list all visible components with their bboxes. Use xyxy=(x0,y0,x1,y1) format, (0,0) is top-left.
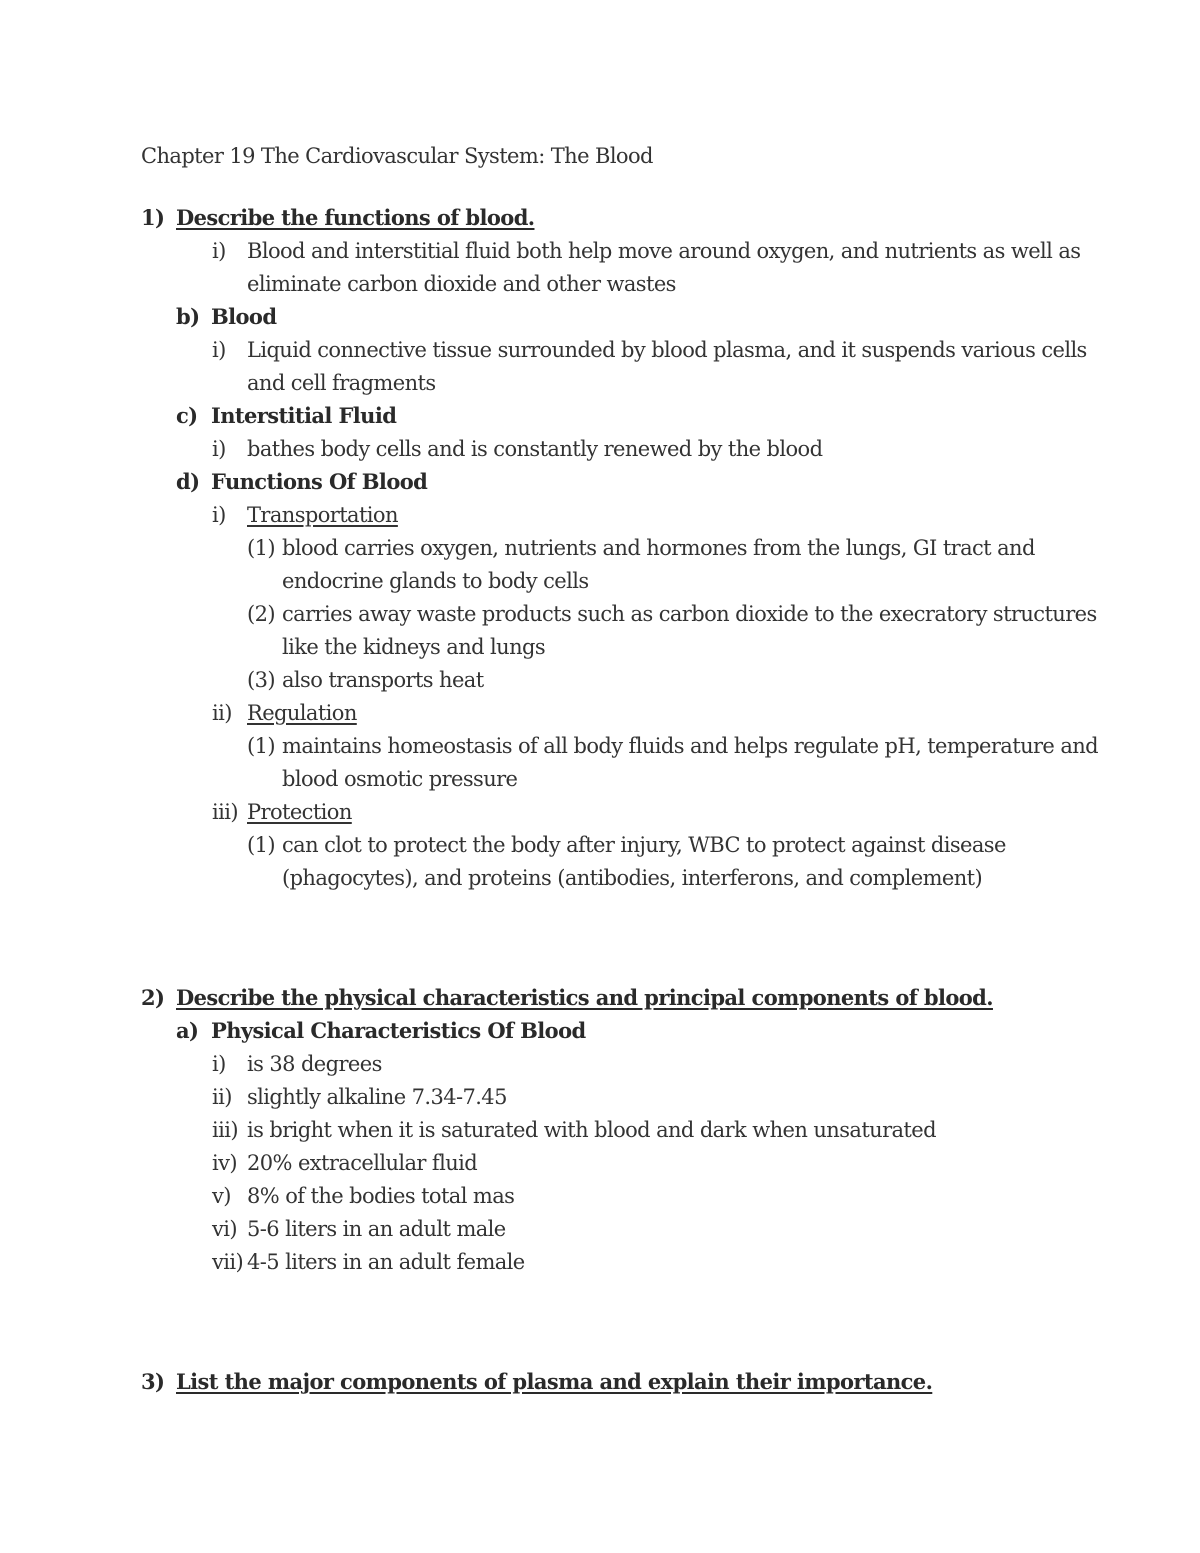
item-text-continued: like the kidneys and lungs xyxy=(282,635,546,659)
list-marker: i) xyxy=(212,437,226,461)
item-text-continued: and cell fragments xyxy=(247,371,436,395)
item-text: is 38 degrees xyxy=(247,1052,382,1076)
document-title: Chapter 19 The Cardiovascular System: The Blood xyxy=(141,144,653,168)
list-marker: iii) xyxy=(212,1118,238,1142)
sub-title: Blood xyxy=(211,304,277,329)
group-title: Protection xyxy=(247,800,352,824)
item-text: 4-5 liters in an adult female xyxy=(247,1250,525,1274)
item-text: blood carries oxygen, nutrients and hormones from the lungs, GI tract and xyxy=(282,536,1035,560)
item-text-continued: eliminate carbon dioxide and other wastes xyxy=(247,272,676,296)
list-marker: vii) xyxy=(212,1250,244,1274)
list-marker: ii) xyxy=(212,701,232,725)
section-number: 3) xyxy=(141,1369,165,1394)
item-text: bathes body cells and is constantly renewed by the blood xyxy=(247,437,823,461)
list-marker: i) xyxy=(212,338,226,362)
sub-marker: d) xyxy=(176,469,200,494)
section-number: 2) xyxy=(141,985,165,1010)
group-title: Regulation xyxy=(247,701,357,725)
list-marker: ii) xyxy=(212,1085,232,1109)
item-text: slightly alkaline 7.34-7.45 xyxy=(247,1085,507,1109)
group-title: Transportation xyxy=(247,503,398,527)
list-marker: iv) xyxy=(212,1151,237,1175)
list-marker: i) xyxy=(212,1052,226,1076)
item-text: 8% of the bodies total mas xyxy=(247,1184,515,1208)
item-text-continued: endocrine glands to body cells xyxy=(282,569,589,593)
list-marker: iii) xyxy=(212,800,238,824)
item-text: can clot to protect the body after injury, WBC to protect against disease xyxy=(282,833,1006,857)
section-heading: List the major components of plasma and explain their importance. xyxy=(176,1369,933,1394)
section-heading: Describe the functions of blood. xyxy=(176,205,535,230)
list-marker: (2) xyxy=(247,602,275,626)
section-number: 1) xyxy=(141,205,165,230)
list-marker: vi) xyxy=(212,1217,237,1241)
sub-marker: c) xyxy=(176,403,198,428)
sub-marker: a) xyxy=(176,1018,199,1043)
list-marker: i) xyxy=(212,239,226,263)
sub-title: Interstitial Fluid xyxy=(211,403,397,428)
sub-title: Functions Of Blood xyxy=(211,469,428,494)
item-text: maintains homeostasis of all body fluids and helps regulate pH, temperature and xyxy=(282,734,1099,758)
item-text: 20% extracellular fluid xyxy=(247,1151,478,1175)
item-text: also transports heat xyxy=(282,668,484,692)
sub-marker: b) xyxy=(176,304,200,329)
item-text-continued: blood osmotic pressure xyxy=(282,767,518,791)
item-text: carries away waste products such as carbon dioxide to the execratory structures xyxy=(282,602,1097,626)
list-marker: (1) xyxy=(247,833,275,857)
list-marker: (1) xyxy=(247,536,275,560)
list-marker: (1) xyxy=(247,734,275,758)
list-marker: v) xyxy=(212,1184,231,1208)
list-marker: i) xyxy=(212,503,226,527)
item-text: 5-6 liters in an adult male xyxy=(247,1217,506,1241)
item-text-continued: (phagocytes), and proteins (antibodies, interferons, and complement) xyxy=(282,866,983,890)
section-heading: Describe the physical characteristics and principal components of blood. xyxy=(176,985,993,1010)
sub-title: Physical Characteristics Of Blood xyxy=(211,1018,586,1043)
item-text: Liquid connective tissue surrounded by blood plasma, and it suspends various cells xyxy=(247,338,1087,362)
item-text: Blood and interstitial fluid both help move around oxygen, and nutrients as well as xyxy=(247,239,1081,263)
item-text: is bright when it is saturated with blood and dark when unsaturated xyxy=(247,1118,936,1142)
list-marker: (3) xyxy=(247,668,275,692)
